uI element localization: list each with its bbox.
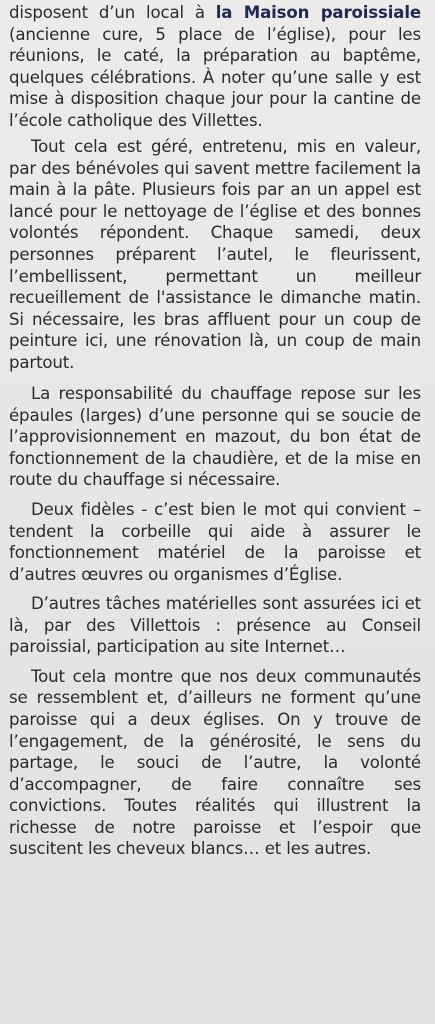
paragraph-corbeille: Deux fidèles - c’est bien le mot qui convient – tendent la corbeille qui aide à assurer le fonctionnement matériel de la paroisse et d’autres œuvres ou organismes d’Église. <box>9 500 421 584</box>
paragraph-chauffage: La responsabilité du chauffage repose sur les épaules (larges) d’une personne qui se soucie de l’approvisionnement en mazout, du bon état de fonctionnement de la chaudière, et de la mise en route du chauffage si nécessaire. <box>9 384 421 490</box>
paragraph-maison-paroissiale <box>9 2 421 131</box>
paragraph-1-rest-text: (ancienne cure, 5 place de l’église), pour les réunions, le caté, la préparation au baptême, quelques célébrations. À noter qu’une salle y est mise à disposition chaque jour pour la cantine de l’école catholique des Villettes. <box>9 24 421 130</box>
paragraph-taches-materielles: D’autres tâches matérielles sont assurées ici et là, par des Villettois : présence au Conseil paroissial, participation au site Internet… <box>9 594 421 657</box>
paragraph-conclusion: Tout cela montre que nos deux communautés se ressemblent et, d’ailleurs ne forment qu’une paroisse qui a deux églises. On y trouve de l’engagement, de la générosité, le sens du partage, le souci de l’autre, la volonté d’accompagner, de faire connaître ses convictions. Toutes réalités qui illustrent la richesse de notre paroisse et l’espoir que suscitent les cheveux blancs… et les autres. <box>9 666 421 859</box>
paragraph-1-lead-text: disposent d’un local à <box>9 3 216 22</box>
article-column <box>9 2 421 864</box>
maison-paroissiale-highlight: la Maison paroissiale <box>215 3 421 22</box>
paragraph-benevoles: Tout cela est géré, entretenu, mis en valeur, par des bénévoles qui savent mettre facilement la main à la pâte. Plusieurs fois par an un appel est lancé pour le nettoyage de l’église et des bonnes volontés répondent. Chaque samedi, deux personnes préparent l’autel, le fleurissent, l’embellissent, permettant un meilleur recueillement de l'assistance le dimanche matin. Si nécessaire, les bras affluent pour un coup de peinture ici, une rénovation là, un coup de main partout. <box>9 137 421 372</box>
